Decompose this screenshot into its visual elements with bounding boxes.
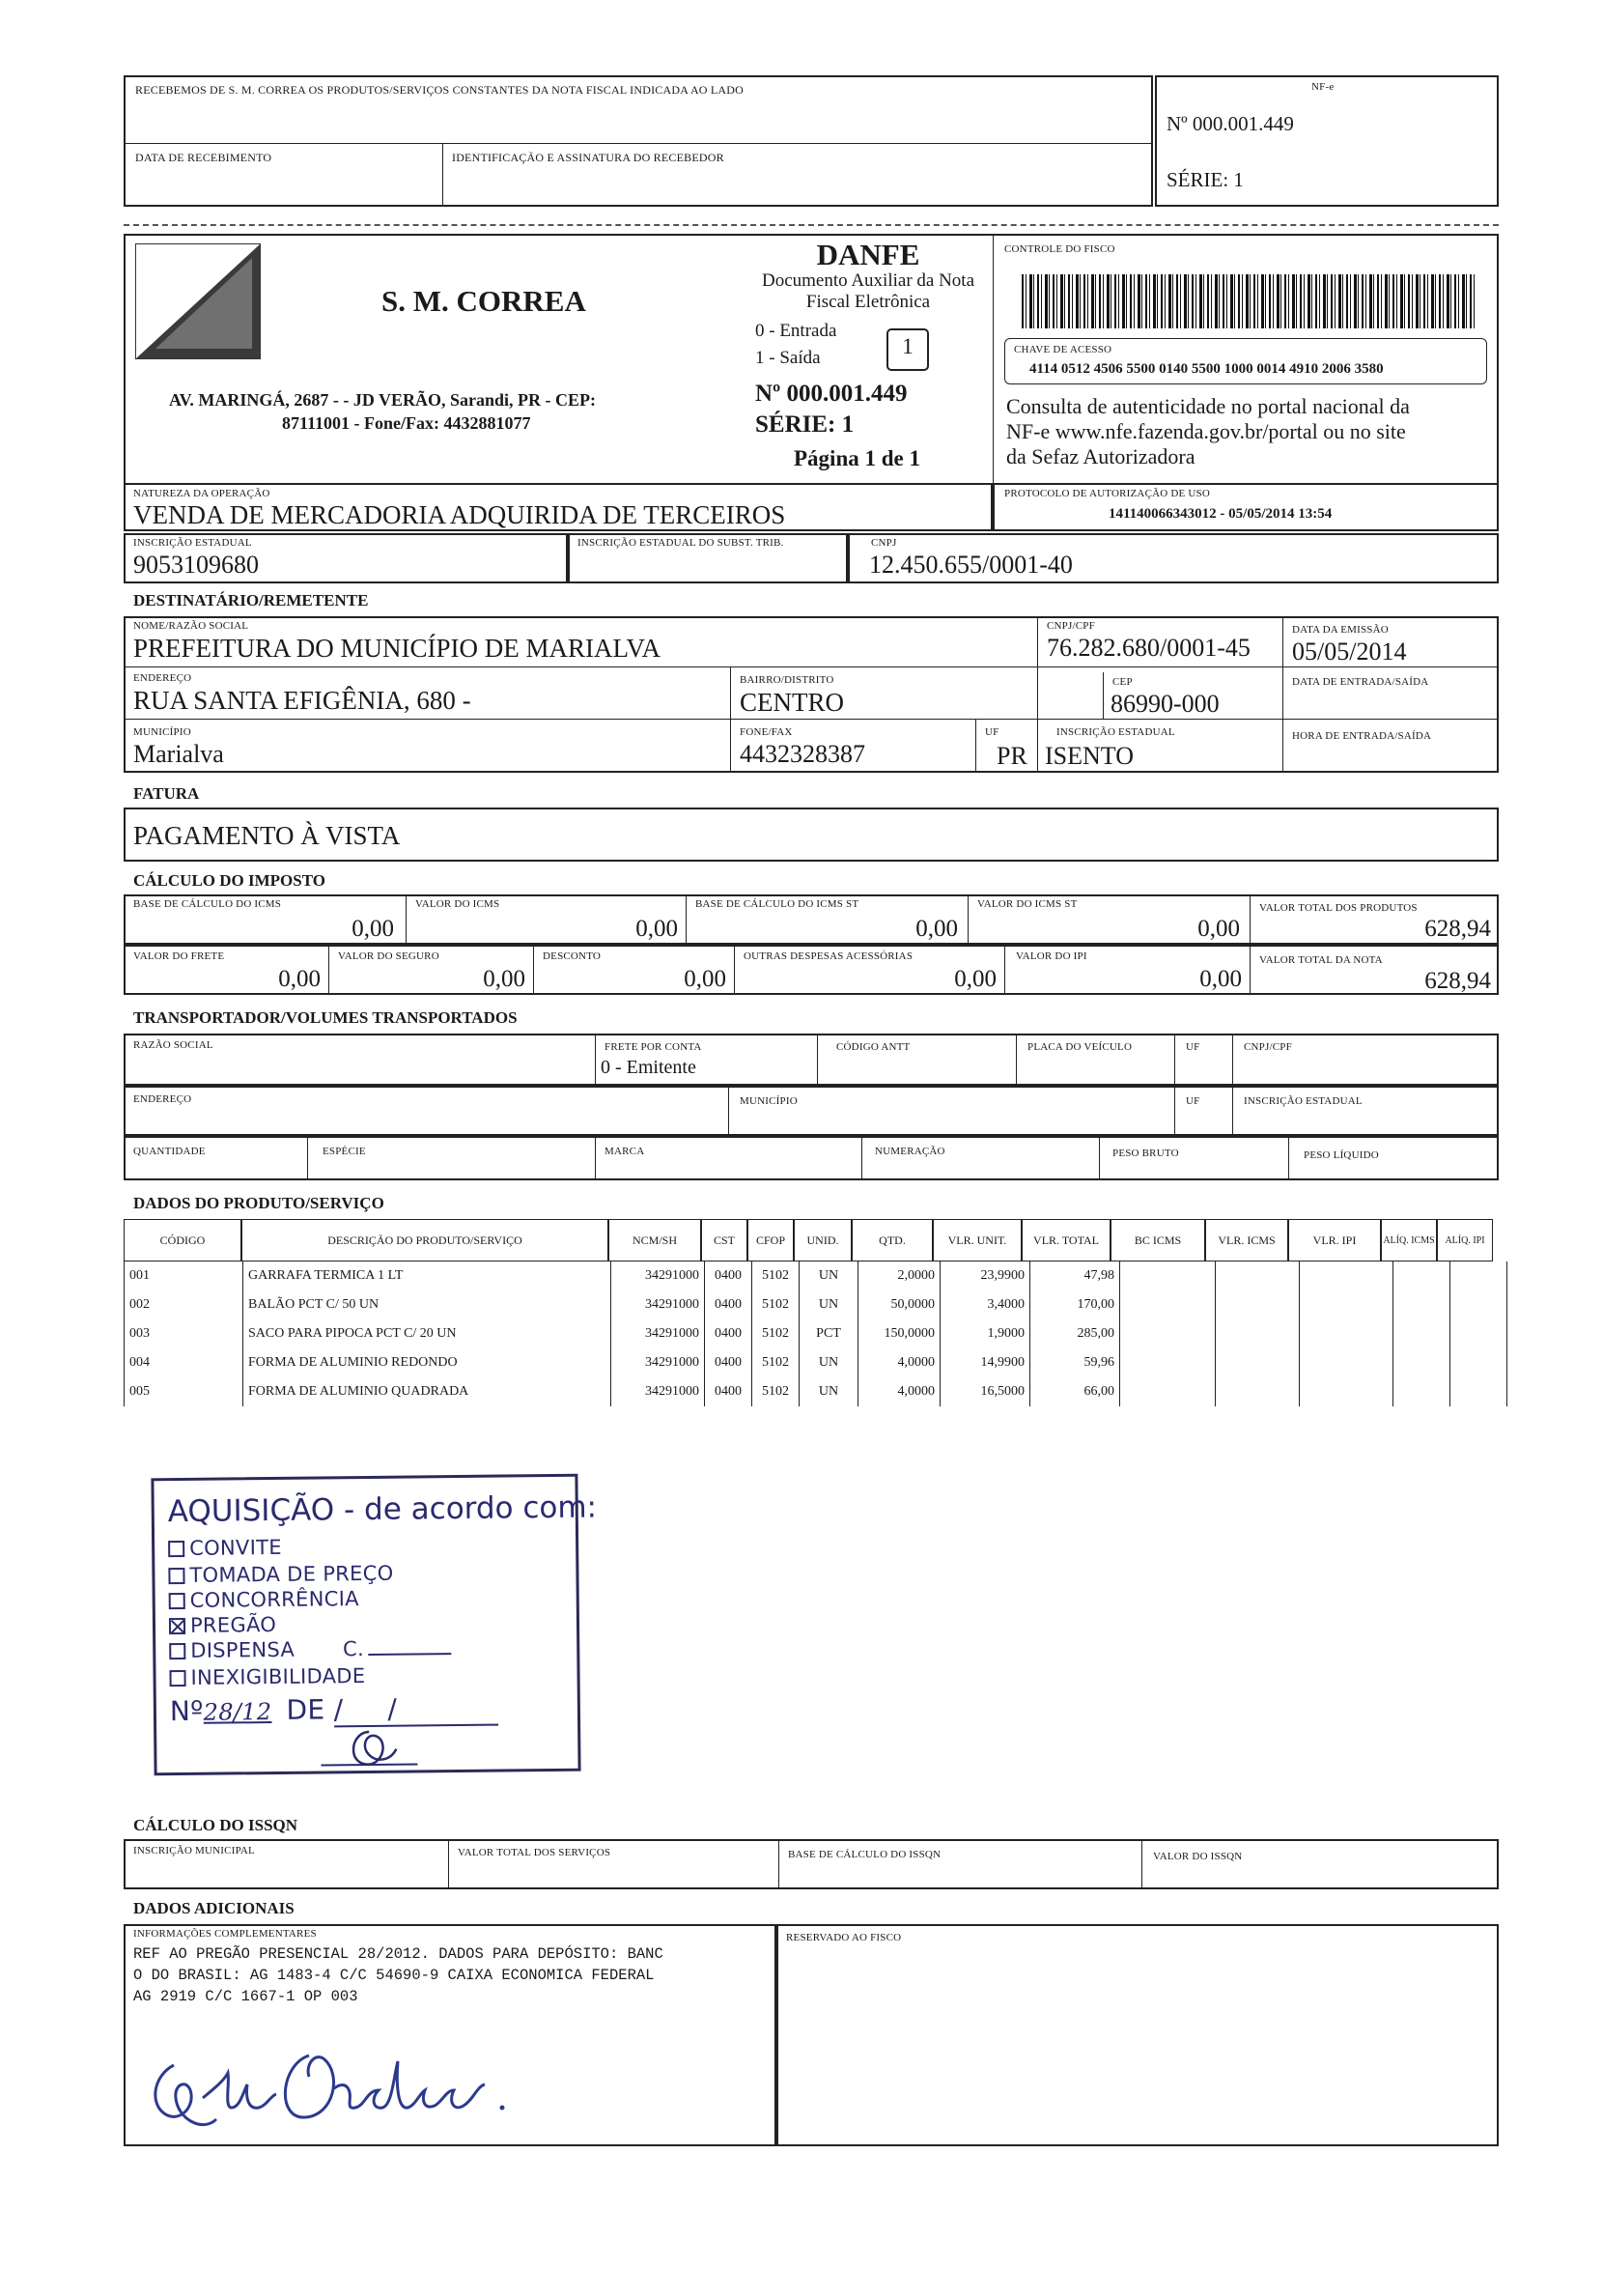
natureza-value: VENDA DE MERCADORIA ADQUIRIDA DE TERCEIROS <box>133 500 786 529</box>
transp-quantidade-label: QUANTIDADE <box>133 1146 206 1157</box>
danfe-title: DANFE <box>816 238 920 271</box>
info-line-3: AG 2919 C/C 1667-1 OP 003 <box>133 1988 358 2005</box>
imp-div-h <box>1004 945 1005 995</box>
dest-fone: 4432328387 <box>740 740 865 768</box>
transp-marca-label: MARCA <box>605 1146 645 1157</box>
reservado-label: RESERVADO AO FISCO <box>786 1932 902 1943</box>
transp-antt-label: CÓDIGO ANTT <box>836 1041 911 1053</box>
th-aliq-icms: ALÍQ. ICMS <box>1381 1219 1437 1261</box>
table-cell: 285,00 <box>1030 1319 1120 1348</box>
base-st-label: BASE DE CÁLCULO DO ICMS ST <box>695 898 859 910</box>
table-cell <box>1120 1377 1216 1406</box>
transp-row-3 <box>124 1136 1499 1180</box>
imp-div-b <box>686 894 687 945</box>
seguro-label: VALOR DO SEGURO <box>338 950 439 962</box>
dest-bairro-label: BAIRRO/DISTRITO <box>740 674 834 686</box>
table-cell <box>1450 1377 1507 1406</box>
emitente-nome: S. M. CORREA <box>381 284 586 318</box>
table-cell: 3,4000 <box>941 1290 1030 1319</box>
issqn-section: CÁLCULO DO ISSQN <box>133 1816 298 1834</box>
valor-icms: 0,00 <box>635 916 678 942</box>
table-cell: 005 <box>125 1377 243 1406</box>
tr-div-2 <box>817 1034 818 1086</box>
table-row <box>125 1261 1507 1290</box>
recebemos-text: RECEBEMOS DE S. M. CORREA OS PRODUTOS/SERVIÇOS CONSTANTES DA NOTA FISCAL INDICADA AO LADO <box>135 83 744 97</box>
data-recebimento-label: DATA DE RECEBIMENTO <box>135 151 272 164</box>
table-cell <box>1300 1348 1393 1377</box>
total-produtos-label: VALOR TOTAL DOS PRODUTOS <box>1259 902 1418 914</box>
table-cell: SACO PARA PIPOCA PCT C/ 20 UN <box>243 1319 611 1348</box>
emitente-endereco-2: 87111001 - Fone/Fax: 4432881077 <box>282 413 531 433</box>
table-cell <box>1216 1348 1300 1377</box>
total-nota: 628,94 <box>1424 968 1491 994</box>
iest-label: INSCRIÇÃO ESTADUAL DO SUBST. TRIB. <box>577 537 784 549</box>
issqn-div-2 <box>778 1839 779 1889</box>
danfe-serie: SÉRIE: 1 <box>755 411 855 438</box>
dest-municipio: Marialva <box>133 740 224 768</box>
table-cell <box>1393 1290 1450 1319</box>
table-cell: 150,0000 <box>858 1319 941 1348</box>
outras-label: OUTRAS DESPESAS ACESSÓRIAS <box>744 950 914 962</box>
table-cell: 34291000 <box>611 1290 705 1319</box>
table-cell: GARRAFA TERMICA 1 LT <box>243 1261 611 1290</box>
transp-frete: 0 - Emitente <box>601 1057 696 1078</box>
fatura-section: FATURA <box>133 784 200 803</box>
table-cell: 5102 <box>752 1377 800 1406</box>
dest-nome-label: NOME/RAZÃO SOCIAL <box>133 620 249 632</box>
table-cell: 34291000 <box>611 1348 705 1377</box>
table-cell: 59,96 <box>1030 1348 1120 1377</box>
table-cell: FORMA DE ALUMINIO REDONDO <box>243 1348 611 1377</box>
dest-col-cnpj <box>1037 616 1038 719</box>
dest-cnpj-label: CNPJ/CPF <box>1047 620 1095 632</box>
reservado-box <box>776 1924 1499 2146</box>
transp-numeracao-label: NUMERAÇÃO <box>875 1146 945 1157</box>
total-produtos: 628,94 <box>1424 916 1491 942</box>
stamp-item-tomada: TOMADA DE PREÇO <box>168 1562 393 1587</box>
checked-checkbox-icon <box>169 1618 185 1634</box>
stamp-numero-line: Nº28/12 DE / / <box>170 1692 498 1730</box>
table-row <box>125 1348 1507 1377</box>
checkbox-icon <box>169 1593 185 1609</box>
canhoto-numero: Nº 000.001.449 <box>1167 112 1294 135</box>
seguro: 0,00 <box>483 966 525 992</box>
desconto-label: DESCONTO <box>543 950 602 962</box>
imp-div-d <box>1250 894 1251 995</box>
outras: 0,00 <box>954 966 997 992</box>
handwritten-signature <box>135 2027 541 2139</box>
dest-col-uf <box>975 719 976 773</box>
stamp-item-pregao: PREGÃO <box>169 1613 276 1637</box>
transportador-section: TRANSPORTADOR/VOLUMES TRANSPORTADOS <box>133 1008 518 1027</box>
transp-row-1 <box>124 1034 1499 1086</box>
frete-label: VALOR DO FRETE <box>133 950 225 962</box>
table-cell <box>1120 1290 1216 1319</box>
controle-label: CONTROLE DO FISCO <box>1004 243 1115 255</box>
th-vlr-icms: VLR. ICMS <box>1205 1219 1288 1261</box>
info-line-1: REF AO PREGÃO PRESENCIAL 28/2012. DADOS PARA DEPÓSITO: BANC <box>133 1945 663 1963</box>
th-vlr-total: VLR. TOTAL <box>1022 1219 1111 1261</box>
table-cell: FORMA DE ALUMINIO QUADRADA <box>243 1377 611 1406</box>
table-cell <box>1300 1319 1393 1348</box>
dest-endereco-label: ENDEREÇO <box>133 672 192 684</box>
info-label: INFORMAÇÕES COMPLEMENTARES <box>133 1928 317 1940</box>
transp-cnpj-label: CNPJ/CPF <box>1244 1041 1292 1053</box>
dest-uf: PR <box>997 742 1027 770</box>
transp-peso-bruto-label: PESO BRUTO <box>1112 1148 1179 1159</box>
produtos-section: DADOS DO PRODUTO/SERVIÇO <box>133 1194 384 1212</box>
danfe-entrada: 0 - Entrada <box>755 321 837 341</box>
transp-endereco-label: ENDEREÇO <box>133 1093 192 1105</box>
dest-cep: 86990-000 <box>1111 690 1220 718</box>
table-cell <box>1450 1348 1507 1377</box>
tr-div-10 <box>1099 1136 1100 1180</box>
tr-div-6 <box>728 1086 729 1136</box>
table-cell: BALÃO PCT C/ 50 UN <box>243 1290 611 1319</box>
transp-uf-label: UF <box>1186 1041 1200 1053</box>
info-line-2: O DO BRASIL: AG 1483-4 C/C 54690-9 CAIXA ECONOMICA FEDERAL <box>133 1967 655 1984</box>
tr-div-7 <box>307 1136 308 1180</box>
table-cell <box>1393 1261 1450 1290</box>
chave-acesso: 4114 0512 4506 5500 0140 5500 1000 0014 4910 2006 3580 <box>1029 361 1384 377</box>
th-vlr-ipi: VLR. IPI <box>1288 1219 1381 1261</box>
table-cell <box>1450 1290 1507 1319</box>
table-row <box>125 1319 1507 1348</box>
protocolo-label: PROTOCOLO DE AUTORIZAÇÃO DE USO <box>1004 488 1210 499</box>
checkbox-icon <box>168 1541 184 1557</box>
destinatario-section: DESTINATÁRIO/REMETENTE <box>133 591 369 609</box>
imposto-section: CÁLCULO DO IMPOSTO <box>133 871 325 890</box>
chave-label: CHAVE DE ACESSO <box>1014 344 1112 355</box>
imp-div-f <box>533 945 534 995</box>
th-vlr-unit: VLR. UNIT. <box>933 1219 1022 1261</box>
imp-div-a <box>406 894 407 945</box>
issqn-valor-label: VALOR DO ISSQN <box>1153 1851 1243 1862</box>
table-cell <box>1300 1290 1393 1319</box>
danfe-numero: Nº 000.001.449 <box>755 381 908 407</box>
table-cell: 0400 <box>705 1290 752 1319</box>
base-st: 0,00 <box>915 916 958 942</box>
transp-ie-label: INSCRIÇÃO ESTADUAL <box>1244 1095 1363 1107</box>
dest-municipio-label: MUNICÍPIO <box>133 726 191 738</box>
table-cell <box>1120 1348 1216 1377</box>
danfe-pagina: Página 1 de 1 <box>794 446 920 470</box>
th-codigo: CÓDIGO <box>124 1219 241 1261</box>
produtos-table <box>124 1261 1507 1406</box>
transp-uf2-label: UF <box>1186 1095 1200 1107</box>
tr-div-1 <box>595 1034 596 1086</box>
th-descricao: DESCRIÇÃO DO PRODUTO/SERVIÇO <box>241 1219 608 1261</box>
controle-divider <box>993 234 994 489</box>
imp-div-e <box>328 945 329 995</box>
dest-ie: ISENTO <box>1045 742 1134 770</box>
emitente-endereco: AV. MARINGÁ, 2687 - - JD VERÃO, Sarandi, PR - CEP: <box>169 390 597 410</box>
table-cell: 5102 <box>752 1319 800 1348</box>
table-cell: 14,9900 <box>941 1348 1030 1377</box>
table-cell: 0400 <box>705 1319 752 1348</box>
issqn-im-label: INSCRIÇÃO MUNICIPAL <box>133 1845 255 1857</box>
table-cell: 004 <box>125 1348 243 1377</box>
base-icms-label: BASE DE CÁLCULO DO ICMS <box>133 898 282 910</box>
table-cell <box>1216 1261 1300 1290</box>
identificacao-label: IDENTIFICAÇÃO E ASSINATURA DO RECEBEDOR <box>452 151 724 164</box>
ipi-label: VALOR DO IPI <box>1016 950 1087 962</box>
dest-col-bairro <box>730 666 731 773</box>
dest-cep-box <box>1103 672 1282 719</box>
table-cell <box>1393 1348 1450 1377</box>
table-cell: 2,0000 <box>858 1261 941 1290</box>
th-qtd: QTD. <box>852 1219 933 1261</box>
dest-row-1b <box>1282 666 1499 667</box>
consulta-line-2: NF-e www.nfe.fazenda.gov.br/portal ou no site <box>1006 419 1406 443</box>
table-cell: 23,9900 <box>941 1261 1030 1290</box>
table-cell <box>1216 1290 1300 1319</box>
canhoto-serie: SÉRIE: 1 <box>1167 168 1244 191</box>
table-cell: 0400 <box>705 1348 752 1377</box>
transp-razao-label: RAZÃO SOCIAL <box>133 1039 213 1051</box>
table-cell: 34291000 <box>611 1319 705 1348</box>
table-cell: PCT <box>800 1319 858 1348</box>
valor-st: 0,00 <box>1197 916 1240 942</box>
emitente-logo <box>135 243 261 359</box>
desconto: 0,00 <box>684 966 726 992</box>
table-cell <box>1216 1319 1300 1348</box>
dest-cep-label: CEP <box>1112 676 1133 688</box>
transp-row-2 <box>124 1086 1499 1136</box>
table-cell <box>1120 1319 1216 1348</box>
transp-placa-label: PLACA DO VEÍCULO <box>1027 1041 1133 1053</box>
consulta-line-3: da Sefaz Autorizadora <box>1006 444 1195 468</box>
dest-fone-label: FONE/FAX <box>740 726 793 738</box>
cnpj-emit-label: CNPJ <box>871 537 897 549</box>
issqn-base-label: BASE DE CÁLCULO DO ISSQN <box>788 1849 942 1860</box>
table-cell: 170,00 <box>1030 1290 1120 1319</box>
table-cell: 50,0000 <box>858 1290 941 1319</box>
issqn-div-1 <box>448 1839 449 1889</box>
dest-emissao-label: DATA DA EMISSÃO <box>1292 624 1389 636</box>
ipi: 0,00 <box>1199 966 1242 992</box>
table-cell: 0400 <box>705 1261 752 1290</box>
fatura-value: PAGAMENTO À VISTA <box>133 821 401 850</box>
th-cfop: CFOP <box>747 1219 794 1261</box>
transp-especie-label: ESPÉCIE <box>323 1146 366 1157</box>
th-cst: CST <box>701 1219 747 1261</box>
table-cell: 34291000 <box>611 1261 705 1290</box>
tr-div-4 <box>1174 1034 1175 1136</box>
dest-uf-label: UF <box>985 726 999 738</box>
issqn-box <box>124 1839 1499 1889</box>
barcode <box>1022 274 1477 328</box>
tr-div-5 <box>1232 1034 1233 1136</box>
table-cell <box>1300 1261 1393 1290</box>
stamp-numero: 28/12 <box>203 1698 272 1726</box>
table-cell <box>1393 1319 1450 1348</box>
table-cell: 5102 <box>752 1348 800 1377</box>
ie-value: 9053109680 <box>133 551 259 579</box>
table-row <box>125 1377 1507 1406</box>
transp-frete-label: FRETE POR CONTA <box>605 1041 702 1053</box>
canhoto-divider-row <box>124 143 1153 144</box>
stamp-item-dispensa: DISPENSA C. <box>169 1636 451 1662</box>
issqn-servicos-label: VALOR TOTAL DOS SERVIÇOS <box>458 1847 611 1858</box>
nfe-label: NF-e <box>1311 81 1335 93</box>
table-cell: UN <box>800 1348 858 1377</box>
dest-endereco: RUA SANTA EFIGÊNIA, 680 - <box>133 686 471 715</box>
stamp-initials-signature <box>301 1725 437 1774</box>
checkbox-icon <box>168 1568 184 1584</box>
ie-label: INSCRIÇÃO ESTADUAL <box>133 537 252 549</box>
table-cell: UN <box>800 1261 858 1290</box>
canhoto-divider-col <box>442 143 443 207</box>
danfe-saida: 1 - Saída <box>755 348 821 368</box>
stamp-title: AQUISIÇÃO - de acordo com: <box>167 1489 598 1530</box>
imp-div-g <box>734 945 735 995</box>
stamp-item-inexigibilidade: INEXIGIBILIDADE <box>169 1664 365 1689</box>
issqn-div-3 <box>1141 1839 1142 1889</box>
dest-row-1 <box>124 666 1282 667</box>
tr-div-8 <box>595 1136 596 1180</box>
table-cell: 003 <box>125 1319 243 1348</box>
dest-bairro: CENTRO <box>740 688 844 717</box>
table-cell: 002 <box>125 1290 243 1319</box>
table-cell: 001 <box>125 1261 243 1290</box>
dest-row-2 <box>124 719 1499 720</box>
checkbox-icon <box>169 1643 185 1659</box>
table-cell <box>1393 1377 1450 1406</box>
tr-div-9 <box>861 1136 862 1180</box>
frete: 0,00 <box>278 966 321 992</box>
table-cell: UN <box>800 1290 858 1319</box>
dest-col-ie <box>1037 719 1038 773</box>
th-bc-icms: BC ICMS <box>1111 1219 1205 1261</box>
table-cell: 0400 <box>705 1377 752 1406</box>
dest-col-emissao <box>1282 616 1283 773</box>
tr-div-11 <box>1288 1136 1289 1180</box>
natureza-label: NATUREZA DA OPERAÇÃO <box>133 488 270 499</box>
adicionais-section: DADOS ADICIONAIS <box>133 1899 295 1917</box>
danfe-tipo: 1 <box>902 334 914 358</box>
th-aliq-ipi: ALÍQ. IPI <box>1437 1219 1493 1261</box>
table-cell <box>1450 1261 1507 1290</box>
imp-div-c <box>968 894 969 945</box>
valor-icms-label: VALOR DO ICMS <box>415 898 500 910</box>
table-cell: 4,0000 <box>858 1348 941 1377</box>
table-cell: 5102 <box>752 1290 800 1319</box>
table-cell: UN <box>800 1377 858 1406</box>
table-cell <box>1450 1319 1507 1348</box>
dest-nome: PREFEITURA DO MUNICÍPIO DE MARIALVA <box>133 634 661 663</box>
table-cell: 1,9000 <box>941 1319 1030 1348</box>
table-cell: 34291000 <box>611 1377 705 1406</box>
base-icms: 0,00 <box>352 916 394 942</box>
table-cell: 66,00 <box>1030 1377 1120 1406</box>
transp-municipio-label: MUNICÍPIO <box>740 1095 798 1107</box>
table-cell: 16,5000 <box>941 1377 1030 1406</box>
th-unid: UNID. <box>794 1219 852 1261</box>
tr-div-3 <box>1016 1034 1017 1086</box>
dest-emissao: 05/05/2014 <box>1292 638 1407 666</box>
table-cell <box>1216 1377 1300 1406</box>
valor-st-label: VALOR DO ICMS ST <box>977 898 1078 910</box>
table-row <box>125 1290 1507 1319</box>
danfe-subtitle-2: Fiscal Eletrônica <box>805 292 931 312</box>
consulta-line-1: Consulta de autenticidade no portal nacional da <box>1006 394 1410 418</box>
dest-hora-label: HORA DE ENTRADA/SAÍDA <box>1292 730 1432 742</box>
table-cell: 5102 <box>752 1261 800 1290</box>
dest-cnpj: 76.282.680/0001-45 <box>1047 634 1251 662</box>
th-ncm: NCM/SH <box>608 1219 701 1261</box>
danfe-subtitle-1: Documento Auxiliar da Nota <box>761 270 975 291</box>
table-cell <box>1300 1377 1393 1406</box>
total-nota-label: VALOR TOTAL DA NOTA <box>1259 954 1383 966</box>
dest-ie-label: INSCRIÇÃO ESTADUAL <box>1056 726 1175 738</box>
cut-line <box>124 224 1499 226</box>
protocolo-value: 141140066343012 - 05/05/2014 13:54 <box>1109 506 1333 522</box>
cnpj-emit-value: 12.450.655/0001-40 <box>869 551 1073 579</box>
stamp-item-convite: CONVITE <box>168 1536 282 1560</box>
table-cell: 47,98 <box>1030 1261 1120 1290</box>
stamp-item-concorrencia: CONCORRÊNCIA <box>169 1587 359 1612</box>
table-cell <box>1120 1261 1216 1290</box>
transp-peso-liquido-label: PESO LÍQUIDO <box>1304 1149 1379 1161</box>
checkbox-icon <box>169 1670 185 1687</box>
aquisicao-stamp <box>151 1474 598 1776</box>
dest-entrada-saida-label: DATA DE ENTRADA/SAÍDA <box>1292 676 1429 688</box>
table-cell: 4,0000 <box>858 1377 941 1406</box>
